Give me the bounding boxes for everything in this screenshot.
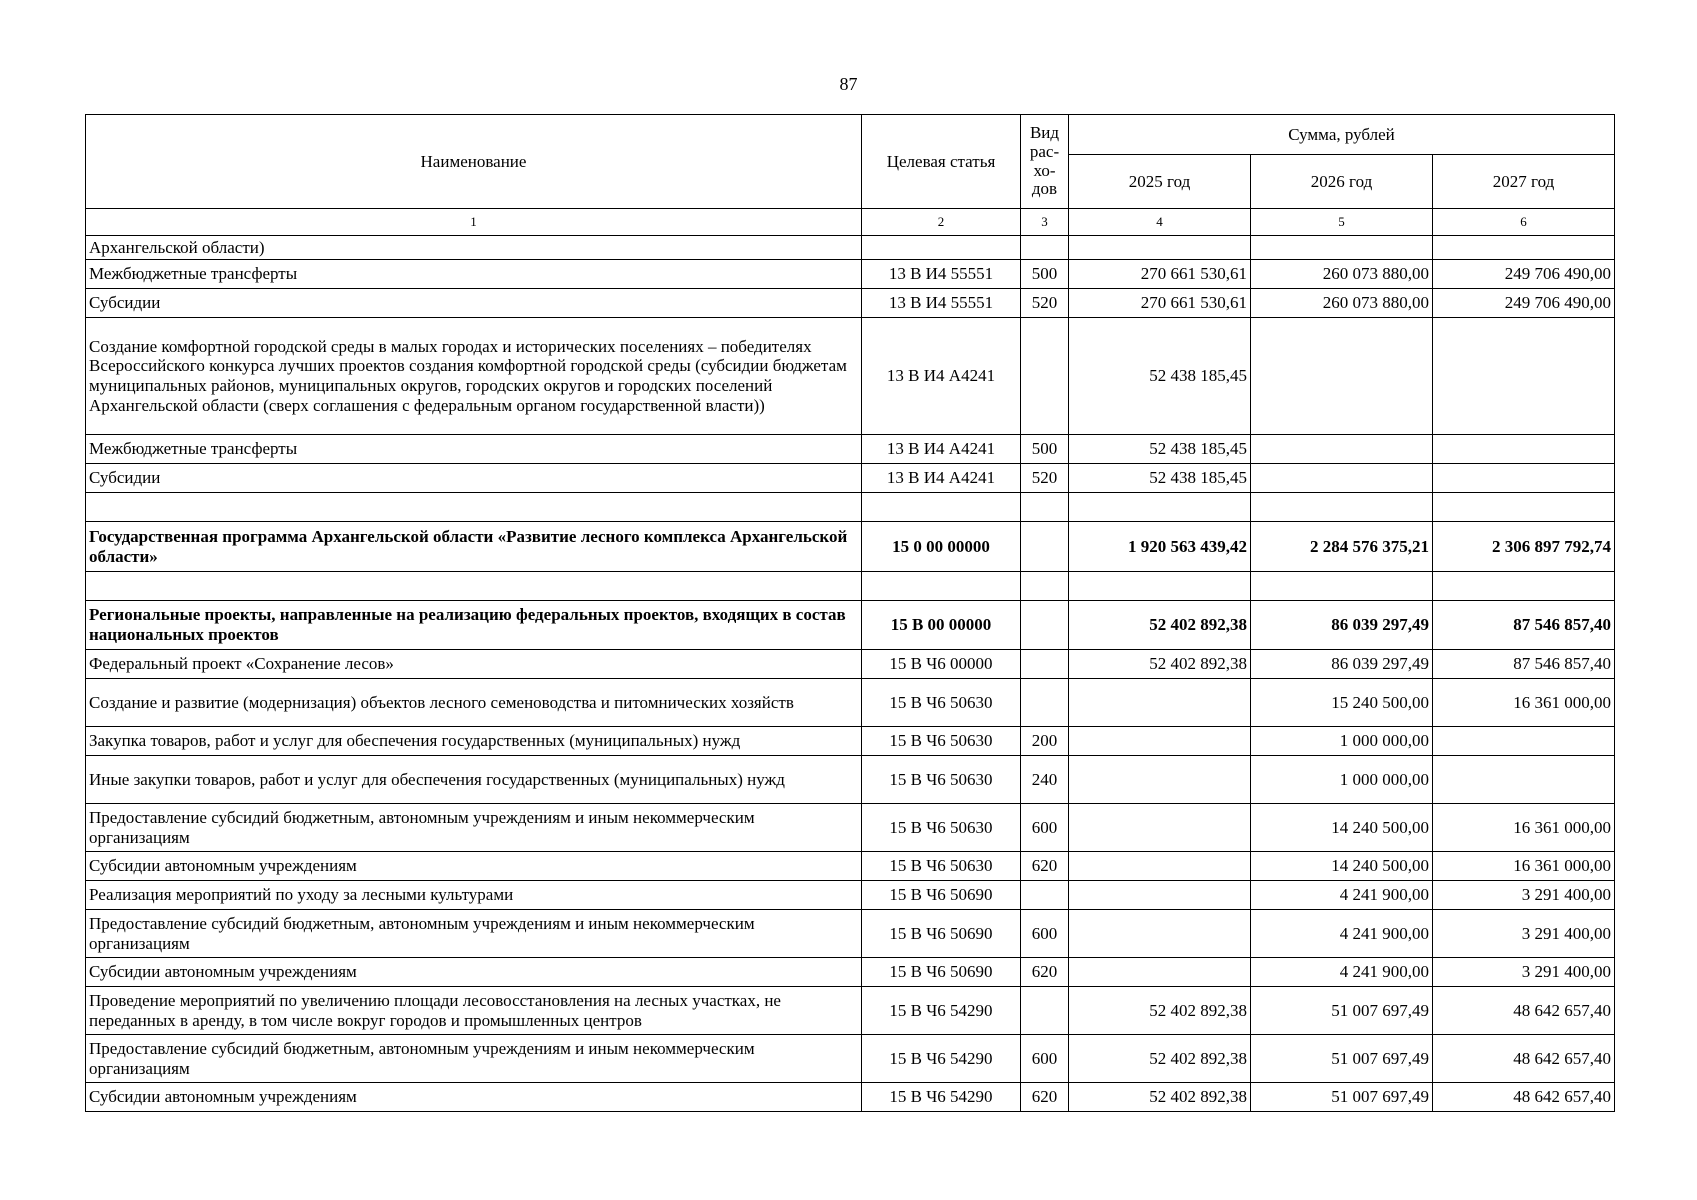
table-row xyxy=(86,987,1615,1035)
row-amount-2027: 16 361 000,00 xyxy=(1433,804,1615,852)
table-row xyxy=(86,650,1615,679)
row-expense-type xyxy=(1021,881,1069,910)
row-expense-type xyxy=(1021,493,1069,522)
row-amount-2026: 86 039 297,49 xyxy=(1251,601,1433,650)
row-amount-2026: 4 241 900,00 xyxy=(1251,881,1433,910)
page-number: 87 xyxy=(839,74,858,94)
row-amount-2027: 48 642 657,40 xyxy=(1433,1035,1615,1083)
table-row xyxy=(86,756,1615,804)
row-amount-2026 xyxy=(1251,464,1433,493)
row-name: Предоставление субсидий бюджетным, автономным учреждениям и иным некоммерческим организациям xyxy=(86,804,862,852)
row-amount-2027: 249 706 490,00 xyxy=(1433,289,1615,318)
row-amount-2025: 270 661 530,61 xyxy=(1069,289,1251,318)
row-name: Субсидии автономным учреждениям xyxy=(86,1083,862,1112)
row-amount-2026: 1 000 000,00 xyxy=(1251,756,1433,804)
column-number: 4 xyxy=(1069,209,1251,236)
column-number: 5 xyxy=(1251,209,1433,236)
row-amount-2027: 2 306 897 792,74 xyxy=(1433,522,1615,572)
row-expense-type: 620 xyxy=(1021,852,1069,881)
row-amount-2025: 52 438 185,45 xyxy=(1069,435,1251,464)
header-code: Целевая статья xyxy=(862,115,1021,209)
row-target-code: 13 В И4 55551 xyxy=(862,260,1021,289)
row-amount-2025 xyxy=(1069,679,1251,727)
row-amount-2027 xyxy=(1433,236,1615,260)
row-amount-2027 xyxy=(1433,727,1615,756)
row-amount-2027: 16 361 000,00 xyxy=(1433,852,1615,881)
row-expense-type: 620 xyxy=(1021,958,1069,987)
row-amount-2026 xyxy=(1251,236,1433,260)
row-target-code: 15 В Ч6 50690 xyxy=(862,910,1021,958)
row-target-code: 15 В Ч6 54290 xyxy=(862,987,1021,1035)
row-amount-2026: 1 000 000,00 xyxy=(1251,727,1433,756)
row-amount-2027: 3 291 400,00 xyxy=(1433,910,1615,958)
row-expense-type: 240 xyxy=(1021,756,1069,804)
row-amount-2026 xyxy=(1251,318,1433,435)
row-amount-2025: 52 438 185,45 xyxy=(1069,464,1251,493)
row-amount-2025: 52 402 892,38 xyxy=(1069,987,1251,1035)
row-name: Иные закупки товаров, работ и услуг для обеспечения государственных (муниципальных) нужд xyxy=(86,756,862,804)
table-row xyxy=(86,236,1615,260)
row-amount-2025: 52 438 185,45 xyxy=(1069,318,1251,435)
column-number: 3 xyxy=(1021,209,1069,236)
table-row xyxy=(86,958,1615,987)
table-row xyxy=(86,260,1615,289)
row-target-code: 15 В Ч6 54290 xyxy=(862,1035,1021,1083)
row-amount-2026: 14 240 500,00 xyxy=(1251,852,1433,881)
row-amount-2027 xyxy=(1433,435,1615,464)
row-amount-2025 xyxy=(1069,881,1251,910)
row-amount-2025: 270 661 530,61 xyxy=(1069,260,1251,289)
table-row xyxy=(86,679,1615,727)
row-expense-type xyxy=(1021,650,1069,679)
table-body xyxy=(86,236,1615,1112)
row-name: Региональные проекты, направленные на реализацию федеральных проектов, входящих в состав национальных проектов xyxy=(86,601,862,650)
row-amount-2026: 15 240 500,00 xyxy=(1251,679,1433,727)
row-target-code: 13 В И4 А4241 xyxy=(862,464,1021,493)
row-name: Создание и развитие (модернизация) объектов лесного семеноводства и питомнических хозяйств xyxy=(86,679,862,727)
row-name: Проведение мероприятий по увеличению площади лесовосстановления на лесных участках, не переданных в аренду, в том числе вокруг городов и промышленных центров xyxy=(86,987,862,1035)
row-amount-2025: 52 402 892,38 xyxy=(1069,1083,1251,1112)
table-row xyxy=(86,804,1615,852)
row-expense-type xyxy=(1021,679,1069,727)
row-amount-2027 xyxy=(1433,464,1615,493)
row-target-code: 15 В Ч6 50630 xyxy=(862,727,1021,756)
row-expense-type: 600 xyxy=(1021,910,1069,958)
row-expense-type xyxy=(1021,318,1069,435)
row-name: Межбюджетные трансферты xyxy=(86,260,862,289)
row-amount-2025 xyxy=(1069,910,1251,958)
row-amount-2026: 51 007 697,49 xyxy=(1251,1083,1433,1112)
row-expense-type: 620 xyxy=(1021,1083,1069,1112)
column-number-row xyxy=(86,209,1615,236)
row-amount-2026: 260 073 880,00 xyxy=(1251,289,1433,318)
row-name: Предоставление субсидий бюджетным, автономным учреждениям и иным некоммерческим организациям xyxy=(86,910,862,958)
row-amount-2026: 260 073 880,00 xyxy=(1251,260,1433,289)
row-amount-2025 xyxy=(1069,572,1251,601)
table-row xyxy=(86,1083,1615,1112)
row-name xyxy=(86,572,862,601)
table-row xyxy=(86,522,1615,572)
row-target-code: 15 В Ч6 50690 xyxy=(862,881,1021,910)
row-amount-2026: 51 007 697,49 xyxy=(1251,1035,1433,1083)
row-target-code: 15 В Ч6 50630 xyxy=(862,852,1021,881)
row-amount-2025 xyxy=(1069,852,1251,881)
table-row xyxy=(86,493,1615,522)
row-name: Субсидии автономным учреждениям xyxy=(86,958,862,987)
row-name: Федеральный проект «Сохранение лесов» xyxy=(86,650,862,679)
row-amount-2025: 52 402 892,38 xyxy=(1069,1035,1251,1083)
row-name: Субсидии автономным учреждениям xyxy=(86,852,862,881)
row-name: Субсидии xyxy=(86,289,862,318)
table-header xyxy=(86,115,1615,236)
row-expense-type: 520 xyxy=(1021,289,1069,318)
row-target-code: 13 В И4 55551 xyxy=(862,289,1021,318)
row-expense-type: 600 xyxy=(1021,1035,1069,1083)
row-amount-2027: 16 361 000,00 xyxy=(1433,679,1615,727)
header-name: Наименование xyxy=(86,115,862,209)
row-amount-2025 xyxy=(1069,236,1251,260)
row-amount-2026: 4 241 900,00 xyxy=(1251,910,1433,958)
row-name: Предоставление субсидий бюджетным, автономным учреждениям и иным некоммерческим организациям xyxy=(86,1035,862,1083)
row-target-code: 13 В И4 А4241 xyxy=(862,318,1021,435)
row-target-code: 15 В Ч6 50630 xyxy=(862,679,1021,727)
header-year-2027: 2027 год xyxy=(1433,155,1615,209)
row-name: Государственная программа Архангельской области «Развитие лесного комплекса Архангельской области» xyxy=(86,522,862,572)
row-target-code: 15 В Ч6 50690 xyxy=(862,958,1021,987)
table-row xyxy=(86,572,1615,601)
row-amount-2026 xyxy=(1251,435,1433,464)
row-amount-2027 xyxy=(1433,756,1615,804)
row-expense-type xyxy=(1021,236,1069,260)
row-amount-2027: 249 706 490,00 xyxy=(1433,260,1615,289)
row-amount-2027: 3 291 400,00 xyxy=(1433,958,1615,987)
row-amount-2027: 87 546 857,40 xyxy=(1433,601,1615,650)
row-target-code: 13 В И4 А4241 xyxy=(862,435,1021,464)
row-amount-2025 xyxy=(1069,958,1251,987)
header-year-2025: 2025 год xyxy=(1069,155,1251,209)
row-name: Создание комфортной городской среды в малых городах и исторических поселениях – победителях Всероссийского конкурса лучших проектов создания комфортной городской среды (субсидии бюджетам муниципальных районов, муниципальных округов, городских округов и городских поселений Архангельской области (сверх соглашения с федеральным органом государственной власти)) xyxy=(86,318,862,435)
row-expense-type xyxy=(1021,601,1069,650)
row-expense-type xyxy=(1021,522,1069,572)
row-name: Реализация мероприятий по уходу за лесными культурами xyxy=(86,881,862,910)
row-name: Межбюджетные трансферты xyxy=(86,435,862,464)
row-amount-2026: 2 284 576 375,21 xyxy=(1251,522,1433,572)
row-target-code: 15 0 00 00000 xyxy=(862,522,1021,572)
row-amount-2026: 51 007 697,49 xyxy=(1251,987,1433,1035)
row-amount-2026: 86 039 297,49 xyxy=(1251,650,1433,679)
table-row xyxy=(86,435,1615,464)
table-row xyxy=(86,289,1615,318)
row-amount-2027: 3 291 400,00 xyxy=(1433,881,1615,910)
row-expense-type: 600 xyxy=(1021,804,1069,852)
row-target-code: 15 В Ч6 54290 xyxy=(862,1083,1021,1112)
column-number: 1 xyxy=(86,209,862,236)
row-target-code xyxy=(862,493,1021,522)
row-target-code: 15 В 00 00000 xyxy=(862,601,1021,650)
row-amount-2025 xyxy=(1069,804,1251,852)
row-expense-type xyxy=(1021,987,1069,1035)
table-row xyxy=(86,852,1615,881)
table-row xyxy=(86,601,1615,650)
row-amount-2027 xyxy=(1433,318,1615,435)
row-amount-2025: 1 920 563 439,42 xyxy=(1069,522,1251,572)
row-name: Закупка товаров, работ и услуг для обеспечения государственных (муниципальных) нужд xyxy=(86,727,862,756)
row-amount-2025: 52 402 892,38 xyxy=(1069,601,1251,650)
row-amount-2026 xyxy=(1251,493,1433,522)
row-expense-type: 500 xyxy=(1021,435,1069,464)
table-row xyxy=(86,464,1615,493)
table-row xyxy=(86,881,1615,910)
table-row xyxy=(86,727,1615,756)
budget-table xyxy=(85,114,1615,1112)
row-amount-2026 xyxy=(1251,572,1433,601)
row-target-code: 15 В Ч6 00000 xyxy=(862,650,1021,679)
header-vid: Вид рас-хо-дов xyxy=(1021,115,1069,209)
row-amount-2025 xyxy=(1069,756,1251,804)
row-amount-2027: 48 642 657,40 xyxy=(1433,1083,1615,1112)
row-expense-type: 200 xyxy=(1021,727,1069,756)
row-expense-type xyxy=(1021,572,1069,601)
header-sum: Сумма, рублей xyxy=(1069,115,1615,155)
row-amount-2026: 14 240 500,00 xyxy=(1251,804,1433,852)
row-name xyxy=(86,493,862,522)
column-number: 2 xyxy=(862,209,1021,236)
row-amount-2025 xyxy=(1069,727,1251,756)
row-amount-2027: 87 546 857,40 xyxy=(1433,650,1615,679)
header-year-2026: 2026 год xyxy=(1251,155,1433,209)
row-name: Субсидии xyxy=(86,464,862,493)
row-expense-type: 500 xyxy=(1021,260,1069,289)
row-target-code xyxy=(862,236,1021,260)
row-amount-2027: 48 642 657,40 xyxy=(1433,987,1615,1035)
row-target-code: 15 В Ч6 50630 xyxy=(862,756,1021,804)
row-amount-2025: 52 402 892,38 xyxy=(1069,650,1251,679)
row-amount-2027 xyxy=(1433,493,1615,522)
column-number: 6 xyxy=(1433,209,1615,236)
row-amount-2026: 4 241 900,00 xyxy=(1251,958,1433,987)
row-expense-type: 520 xyxy=(1021,464,1069,493)
row-amount-2025 xyxy=(1069,493,1251,522)
table-row xyxy=(86,318,1615,435)
row-target-code: 15 В Ч6 50630 xyxy=(862,804,1021,852)
row-target-code xyxy=(862,572,1021,601)
row-name: Архангельской области) xyxy=(86,236,862,260)
table-row xyxy=(86,1035,1615,1083)
table-row xyxy=(86,910,1615,958)
row-amount-2027 xyxy=(1433,572,1615,601)
